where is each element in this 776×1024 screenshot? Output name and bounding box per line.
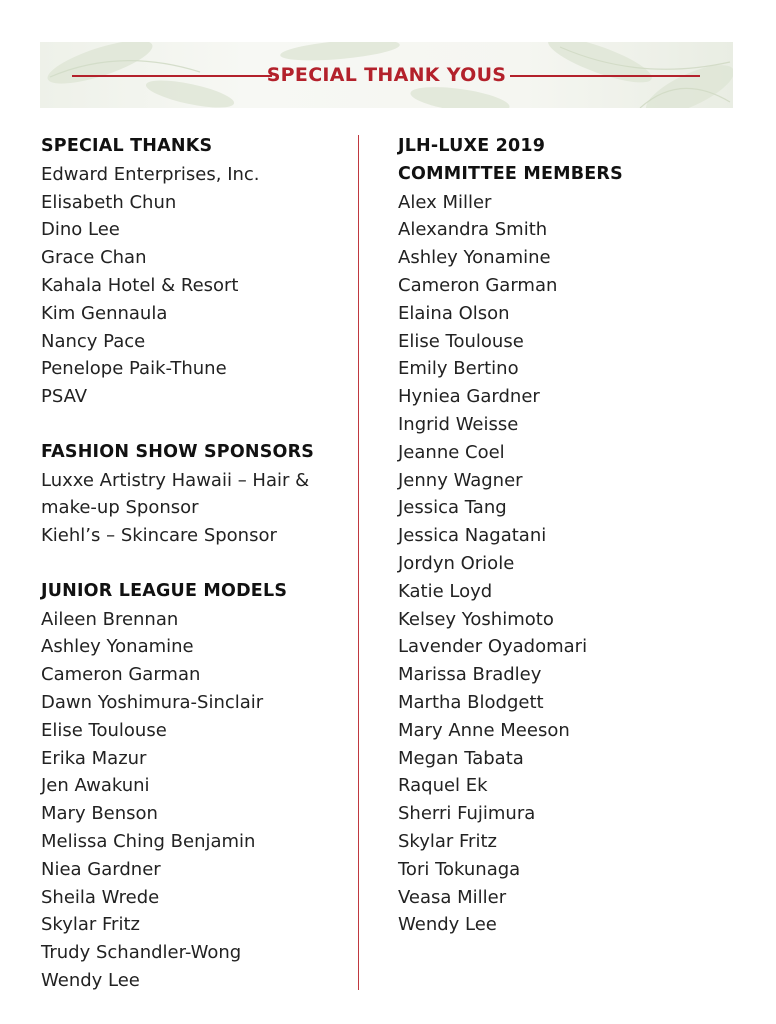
list-item: Dawn Yoshimura-Sinclair <box>41 691 264 713</box>
list-item: Hyniea Gardner <box>398 386 540 408</box>
list-item: Niea Gardner <box>41 858 161 880</box>
list-item: Ashley Yonamine <box>398 247 551 269</box>
header-rule-right <box>510 75 700 77</box>
list-item: Sheila Wrede <box>41 886 160 908</box>
fashion-show-sponsors-list <box>41 467 351 550</box>
list-item: Lavender Oyadomari <box>398 636 588 658</box>
list-item: Melissa Ching Benjamin <box>41 830 256 852</box>
list-item: Elise Toulouse <box>398 330 524 352</box>
column-divider <box>358 135 359 990</box>
special-thanks-list <box>41 161 351 411</box>
list-item: Skylar Fritz <box>41 914 140 936</box>
list-item: Elaina Olson <box>398 302 510 324</box>
list-item: Jordyn Oriole <box>398 552 515 574</box>
list-item: Luxxe Artistry Hawaii – Hair & <box>41 469 310 491</box>
list-item: Ingrid Weisse <box>398 413 519 435</box>
list-item: Jessica Nagatani <box>398 525 547 547</box>
list-item: Grace Chan <box>41 247 147 269</box>
list-item: Jen Awakuni <box>41 775 150 797</box>
list-item: Marissa Bradley <box>398 664 542 686</box>
list-item: Megan Tabata <box>398 747 524 769</box>
list-item: Mary Benson <box>41 803 158 825</box>
list-item: Kelsey Yoshimoto <box>398 608 554 630</box>
page-title: SPECIAL THANK YOUS <box>266 64 507 86</box>
list-item: Nancy Pace <box>41 330 146 352</box>
list-item: Mary Anne Meeson <box>398 719 570 741</box>
list-item: Erika Mazur <box>41 747 147 769</box>
list-item: Katie Loyd <box>398 580 493 602</box>
list-item: make-up Sponsor <box>41 497 199 519</box>
list-item: Edward Enterprises, Inc. <box>41 163 260 185</box>
list-item: Cameron Garman <box>398 274 558 296</box>
list-item: Tori Tokunaga <box>398 858 521 880</box>
list-item: Jenny Wagner <box>398 469 523 491</box>
list-item: Ashley Yonamine <box>41 636 194 658</box>
right-column <box>398 133 738 939</box>
list-item: Elisabeth Chun <box>41 191 177 213</box>
section-heading-special-thanks: SPECIAL THANKS <box>41 136 213 156</box>
list-item: Elise Toulouse <box>41 719 167 741</box>
list-item: Alex Miller <box>398 191 492 213</box>
list-item: Aileen Brennan <box>41 608 179 630</box>
list-item: Skylar Fritz <box>398 830 497 852</box>
list-item: Kahala Hotel & Resort <box>41 274 239 296</box>
left-column <box>41 133 351 995</box>
section-heading-junior-league-models: JUNIOR LEAGUE MODELS <box>41 580 288 601</box>
list-item: Veasa Miller <box>398 886 507 908</box>
list-item: Kiehl’s – Skincare Sponsor <box>41 525 277 547</box>
list-item: Raquel Ek <box>398 775 488 797</box>
header-banner <box>40 42 733 108</box>
list-item: Sherri Fujimura <box>398 803 536 825</box>
section-heading-fashion-show-sponsors: FASHION SHOW SPONSORS <box>41 441 315 462</box>
list-item: Dino Lee <box>41 219 120 241</box>
list-item: Jessica Tang <box>398 497 507 519</box>
list-item: Trudy Schandler-Wong <box>41 942 242 964</box>
list-item: PSAV <box>41 386 88 408</box>
committee-members-list <box>398 189 738 940</box>
junior-league-models-list <box>41 606 351 995</box>
list-item: Cameron Garman <box>41 664 201 686</box>
list-item: Martha Blodgett <box>398 691 544 713</box>
list-item: Wendy Lee <box>398 914 497 936</box>
list-item: Jeanne Coel <box>398 441 505 463</box>
list-item: Wendy Lee <box>41 969 140 991</box>
list-item: Penelope Paik-Thune <box>41 358 227 380</box>
section-heading-committee-line1: JLH-LUXE 2019 <box>398 136 546 156</box>
list-item: Kim Gennaula <box>41 302 168 324</box>
list-item: Alexandra Smith <box>398 219 548 241</box>
section-heading-committee-line2: COMMITTEE MEMBERS <box>398 163 623 184</box>
list-item: Emily Bertino <box>398 358 519 380</box>
